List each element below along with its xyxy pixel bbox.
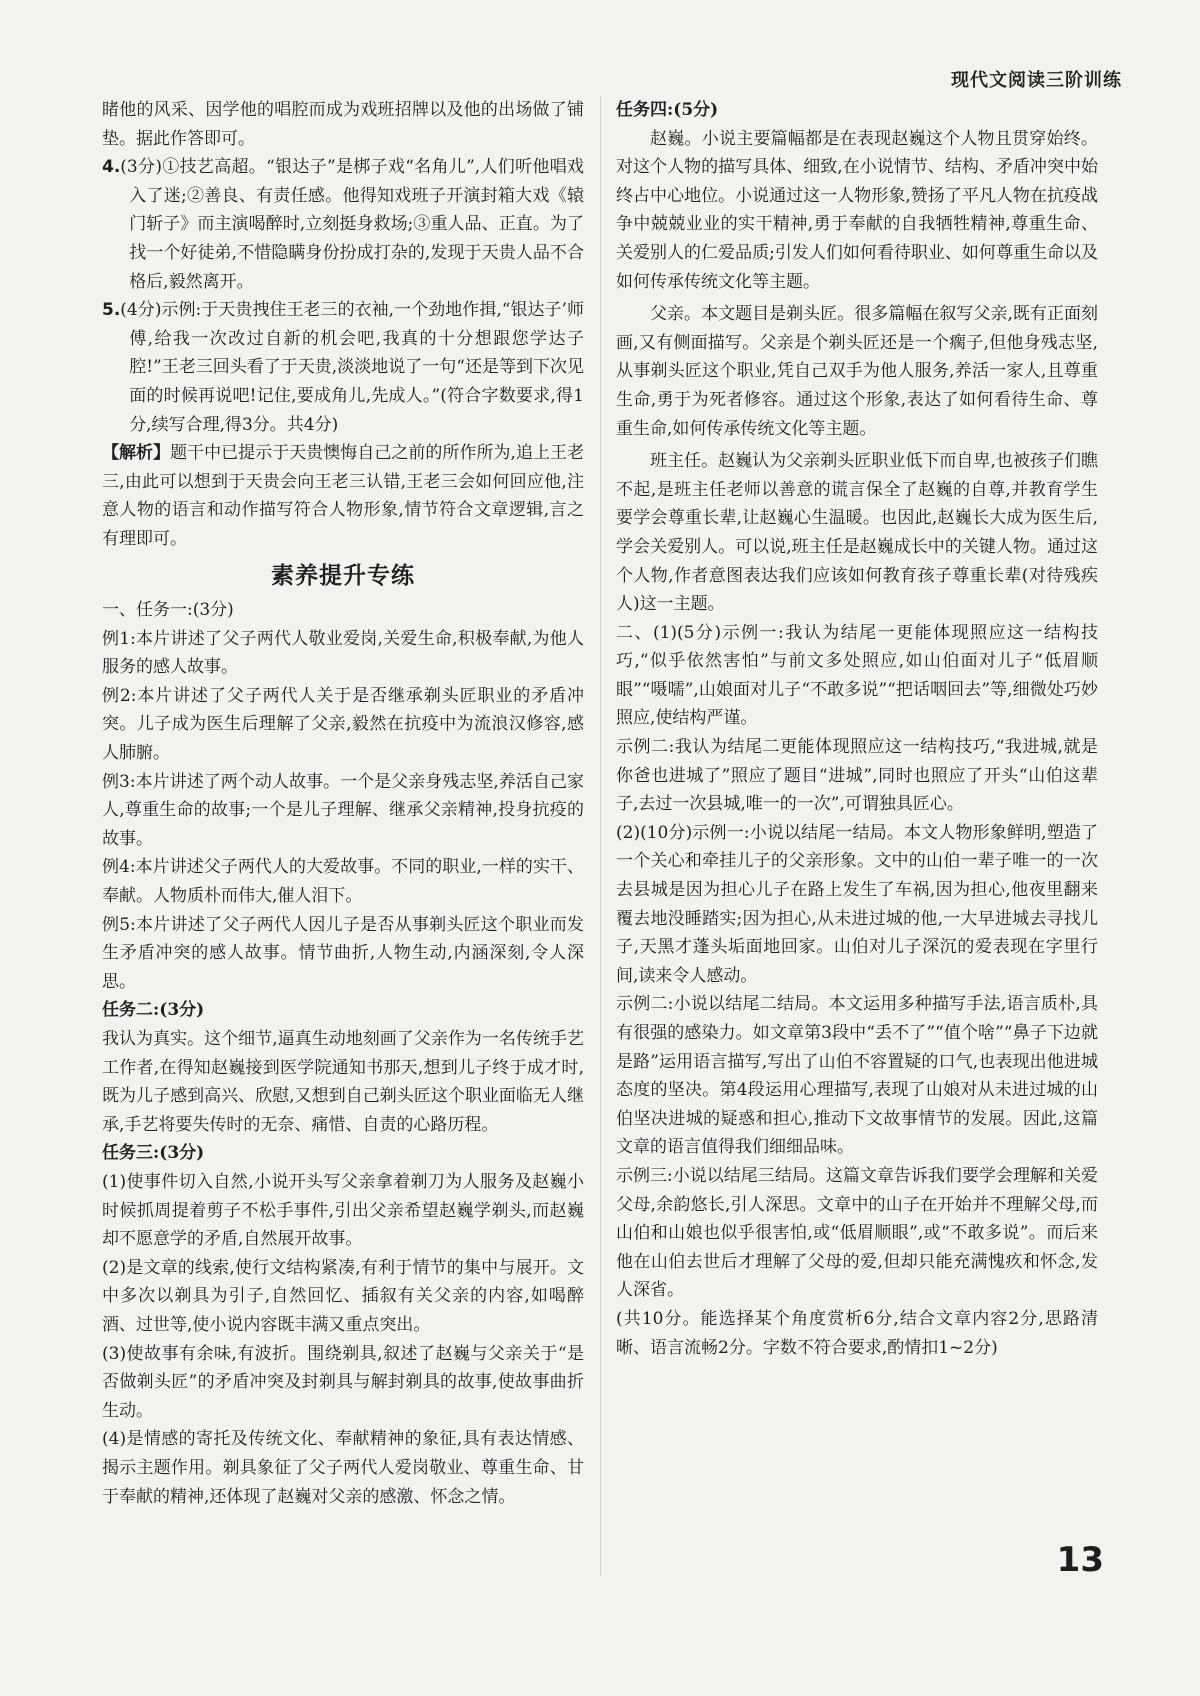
part-2-q2-example-1: (2)(10分)示例一:小说以结尾一结局。本文人物形象鲜明,塑造了一个关心和牵挂儿子的父亲形象。文中的山伯一辈子唯一的一次去县城是因为担心儿子在路上发生了车祸,因为担心,他夜里翻来覆去地没睡踏实;因为担心,从未进过城的他,一大早进城去寻找儿子,天黑才蓬头垢面地回家。山伯对儿子深沉的爱表现在字里行间,读来令人感动。	[616, 822, 1098, 986]
task-4-paragraph-3: 班主任。赵巍认为父亲剃头匠职业低下而自卑,也被孩子们瞧不起,是班主任老师以善意的谎言保全了赵巍的自尊,并教育学生要学会尊重长辈,让赵巍心生温暖。也因此,赵巍长大成为医生后,学会关爱别人。可以说,班主任是赵巍成长中的关键人物。通过这个人物,作者意图表达我们应该如何教育孩子尊重长辈(对待残疾人)这一主题。	[616, 451, 1098, 615]
part-2-q2-example-2: 示例二:小说以结尾二结局。本文运用多种描写手法,语言质朴,具有很强的感染力。如文章第3段中“丢不了”“值个啥”“鼻子下边就是路”运用语言描写,写出了山伯不容置疑的口气,也表现出他进城态度的坚决。第4段运用心理描写,表现了山娘对从未进过城的山伯坚决进城的疑惑和担心,推动下文故事情节的发展。因此,这篇文章的语言值得我们细细品味。	[616, 994, 1098, 1158]
task-3-point-4: (4)是情感的寄托及传统文化、奉献精神的象征,具有表达情感、揭示主题作用。剃具象征了父子两代人爱岗敬业、尊重生命、甘于奉献的精神,还体现了赵巍对父亲的感激、怀念之情。	[102, 1429, 584, 1507]
answer-4	[102, 153, 584, 296]
answer-text: (4分)示例:于天贵拽住王老三的衣袖,一个劲地作揖,“银达子’师傅,给我一次改过自新的机会吧,我真的十分想跟您学达子腔!”王老三回头看了于天贵,淡淡地说了一句“还是等到下次见面的时候再说吧!记住,要成角儿,先成人。”(符合字数要求,得1分,续写合理,得3分。共4分)	[120, 300, 584, 435]
task-2-heading: 任务二:(3分)	[102, 1000, 205, 1021]
task-3-point-1: (1)使事件切入自然,小说开头写父亲拿着剃刀为人服务及赵巍小时候抓周提着剪子不松手事件,引出父亲希望赵巍学剃头,而赵巍却不愿意学的矛盾,自然展开故事。	[102, 1171, 584, 1250]
example-1: 例1:本片讲述了父子两代人敬业爱岗,关爱生命,积极奉献,为他人服务的感人故事。	[102, 628, 584, 678]
answer-number: 4.	[102, 157, 121, 178]
page-header: 现代文阅读三阶训练	[951, 70, 1122, 91]
paragraph-continuation: 睹他的风采、因学他的唱腔而成为戏班招牌以及他的出场做了铺垫。据此作答即可。	[102, 100, 584, 149]
task-3-point-2: (2)是文章的线索,使行文结构紧凑,有利于情节的集中与展开。文中多次以剃具为引子,自然回忆、插叙有关父亲的内容,如喝醉酒、过世等,使小说内容既丰满又重点突出。	[102, 1257, 584, 1335]
part-2-q1-example-2: 示例二:我认为结尾二更能体现照应这一结构技巧,“我进城,就是你爸也进城了”照应了题目“进城”,同时也照应了开头“山伯这辈子,去过一次县城,唯一的一次”,可谓独具匠心。	[616, 737, 1098, 815]
example-5: 例5:本片讲述了父子两代人因儿子是否从事剃头匠这个职业而发生矛盾冲突的感人故事。情节曲折,人物生动,内涵深刻,令人深思。	[102, 914, 584, 992]
task-3-point-3: (3)使故事有余味,有波折。围绕剃具,叙述了赵巍与父亲关于“是否做剃头匠”的矛盾冲突及封剃具与解封剃具的故事,使故事曲折生动。	[102, 1343, 584, 1421]
page-number: 13	[1056, 1540, 1104, 1580]
analysis-label: 【解析】	[102, 443, 171, 464]
section-title: 素养提升专练	[271, 562, 415, 589]
part-2-q2-example-3: 示例三:小说以结尾三结局。这篇文章告诉我们要学会理解和关爱父母,余韵悠长,引人深思。文章中的山子在开始并不理解父母,而山伯和山娘也似乎很害怕,或“低眉顺眼”,或“不敢多说”。而后来他在山伯去世后才理解了父母的爱,但却只能充满愧疚和怀念,发人深省。	[616, 1165, 1098, 1301]
task-4-heading: 任务四:(5分)	[616, 100, 719, 120]
answer-text: (3分)①技艺高超。“银达子”是梆子戏“名角儿”,人们听他唱戏入了迷;②善良、有责任感。他得知戏班子开演封箱大戏《辕门斩子》而主演喝醉时,立刻挺身救场;③重人品、正直。为了找一个好徒弟,不惜隐瞒身份扮成打杂的,发现于天贵人品不合格后,毅然离开。	[120, 157, 584, 292]
task-2-text: 我认为真实。这个细节,逼真生动地刻画了父亲作为一名传统手艺工作者,在得知赵巍接到医学院通知书那天,想到儿子终于成才时,既为儿子感到高兴、欣慰,又想到自己剃头匠这个职业面临无人继承,手艺将要失传时的无奈、痛惜、自责的心路历程。	[102, 1029, 584, 1135]
left-column	[102, 96, 584, 1511]
example-2: 例2:本片讲述了父子两代人关于是否继承剃头匠职业的矛盾冲突。儿子成为医生后理解了父亲,毅然在抗疫中为流浪汉修容,感人肺腑。	[102, 685, 584, 764]
column-divider	[600, 96, 601, 1576]
example-4: 例4:本片讲述父子两代人的大爱故事。不同的职业,一样的实干、奉献。人物质朴而伟大,催人泪下。	[102, 857, 584, 907]
answer-5	[102, 296, 584, 439]
task-3-heading: 任务三:(3分)	[102, 1143, 205, 1164]
analysis-text: 题干中已提示于天贵懊悔自己之前的所作所为,追上王老三,由此可以想到于天贵会向王老三认错,王老三会如何回应他,注意人物的语言和动作描写符合人物形象,情节符合文章逻辑,言之有理即可。	[102, 443, 585, 549]
example-3: 例3:本片讲述了两个动人故事。一个是父亲身残志坚,养活自己家人,尊重生命的故事;一个是儿子理解、继承父亲精神,投身抗疫的故事。	[102, 771, 584, 849]
right-column	[616, 96, 1098, 1362]
part-2-q1-example-1: 二、(1)(5分)示例一:我认为结尾一更能体现照应这一结构技巧,“似乎依然害怕”与前文多处照应,如山伯面对儿子“低眉顺眼”“嗫嚅”,山娘面对儿子“不敢多说”“把话咽回去”等,细微处巧妙照应,使结构严谨。	[616, 622, 1098, 729]
answer-number: 5.	[102, 300, 121, 321]
task-1-heading: 一、任务一:(3分)	[102, 600, 234, 621]
task-4-paragraph-2: 父亲。本文题目是剃头匠。很多篇幅在叙写父亲,既有正面刻画,又有侧面描写。父亲是个剃头匠还是一个瘸子,但他身残志坚,从事剃头匠这个职业,凭自己双手为他人服务,养活一家人,且尊重生命,勇于为死者修容。通过这个形象,表达了如何看待生命、尊重生命,如何传承传统文化等主题。	[616, 304, 1098, 439]
analysis	[102, 439, 584, 553]
task-4-paragraph-1: 赵巍。小说主要篇幅都是在表现赵巍这个人物且贯穿始终。对这个人物的描写具体、细致,在小说情节、结构、矛盾冲突中始终占中心地位。小说通过这一人物形象,赞扬了平凡人物在抗疫战争中兢兢业业的实干精神,勇于奉献的自我牺牲精神,尊重生命、关爱别人的仁爱品质;引发人们如何看待职业、如何尊重生命以及如何传承传统文化等主题。	[616, 128, 1098, 292]
part-2-q2-scoring: (共10分。能选择某个角度赏析6分,结合文章内容2分,思路清晰、语言流畅2分。字数不符合要求,酌情扣1~2分)	[616, 1308, 1098, 1358]
